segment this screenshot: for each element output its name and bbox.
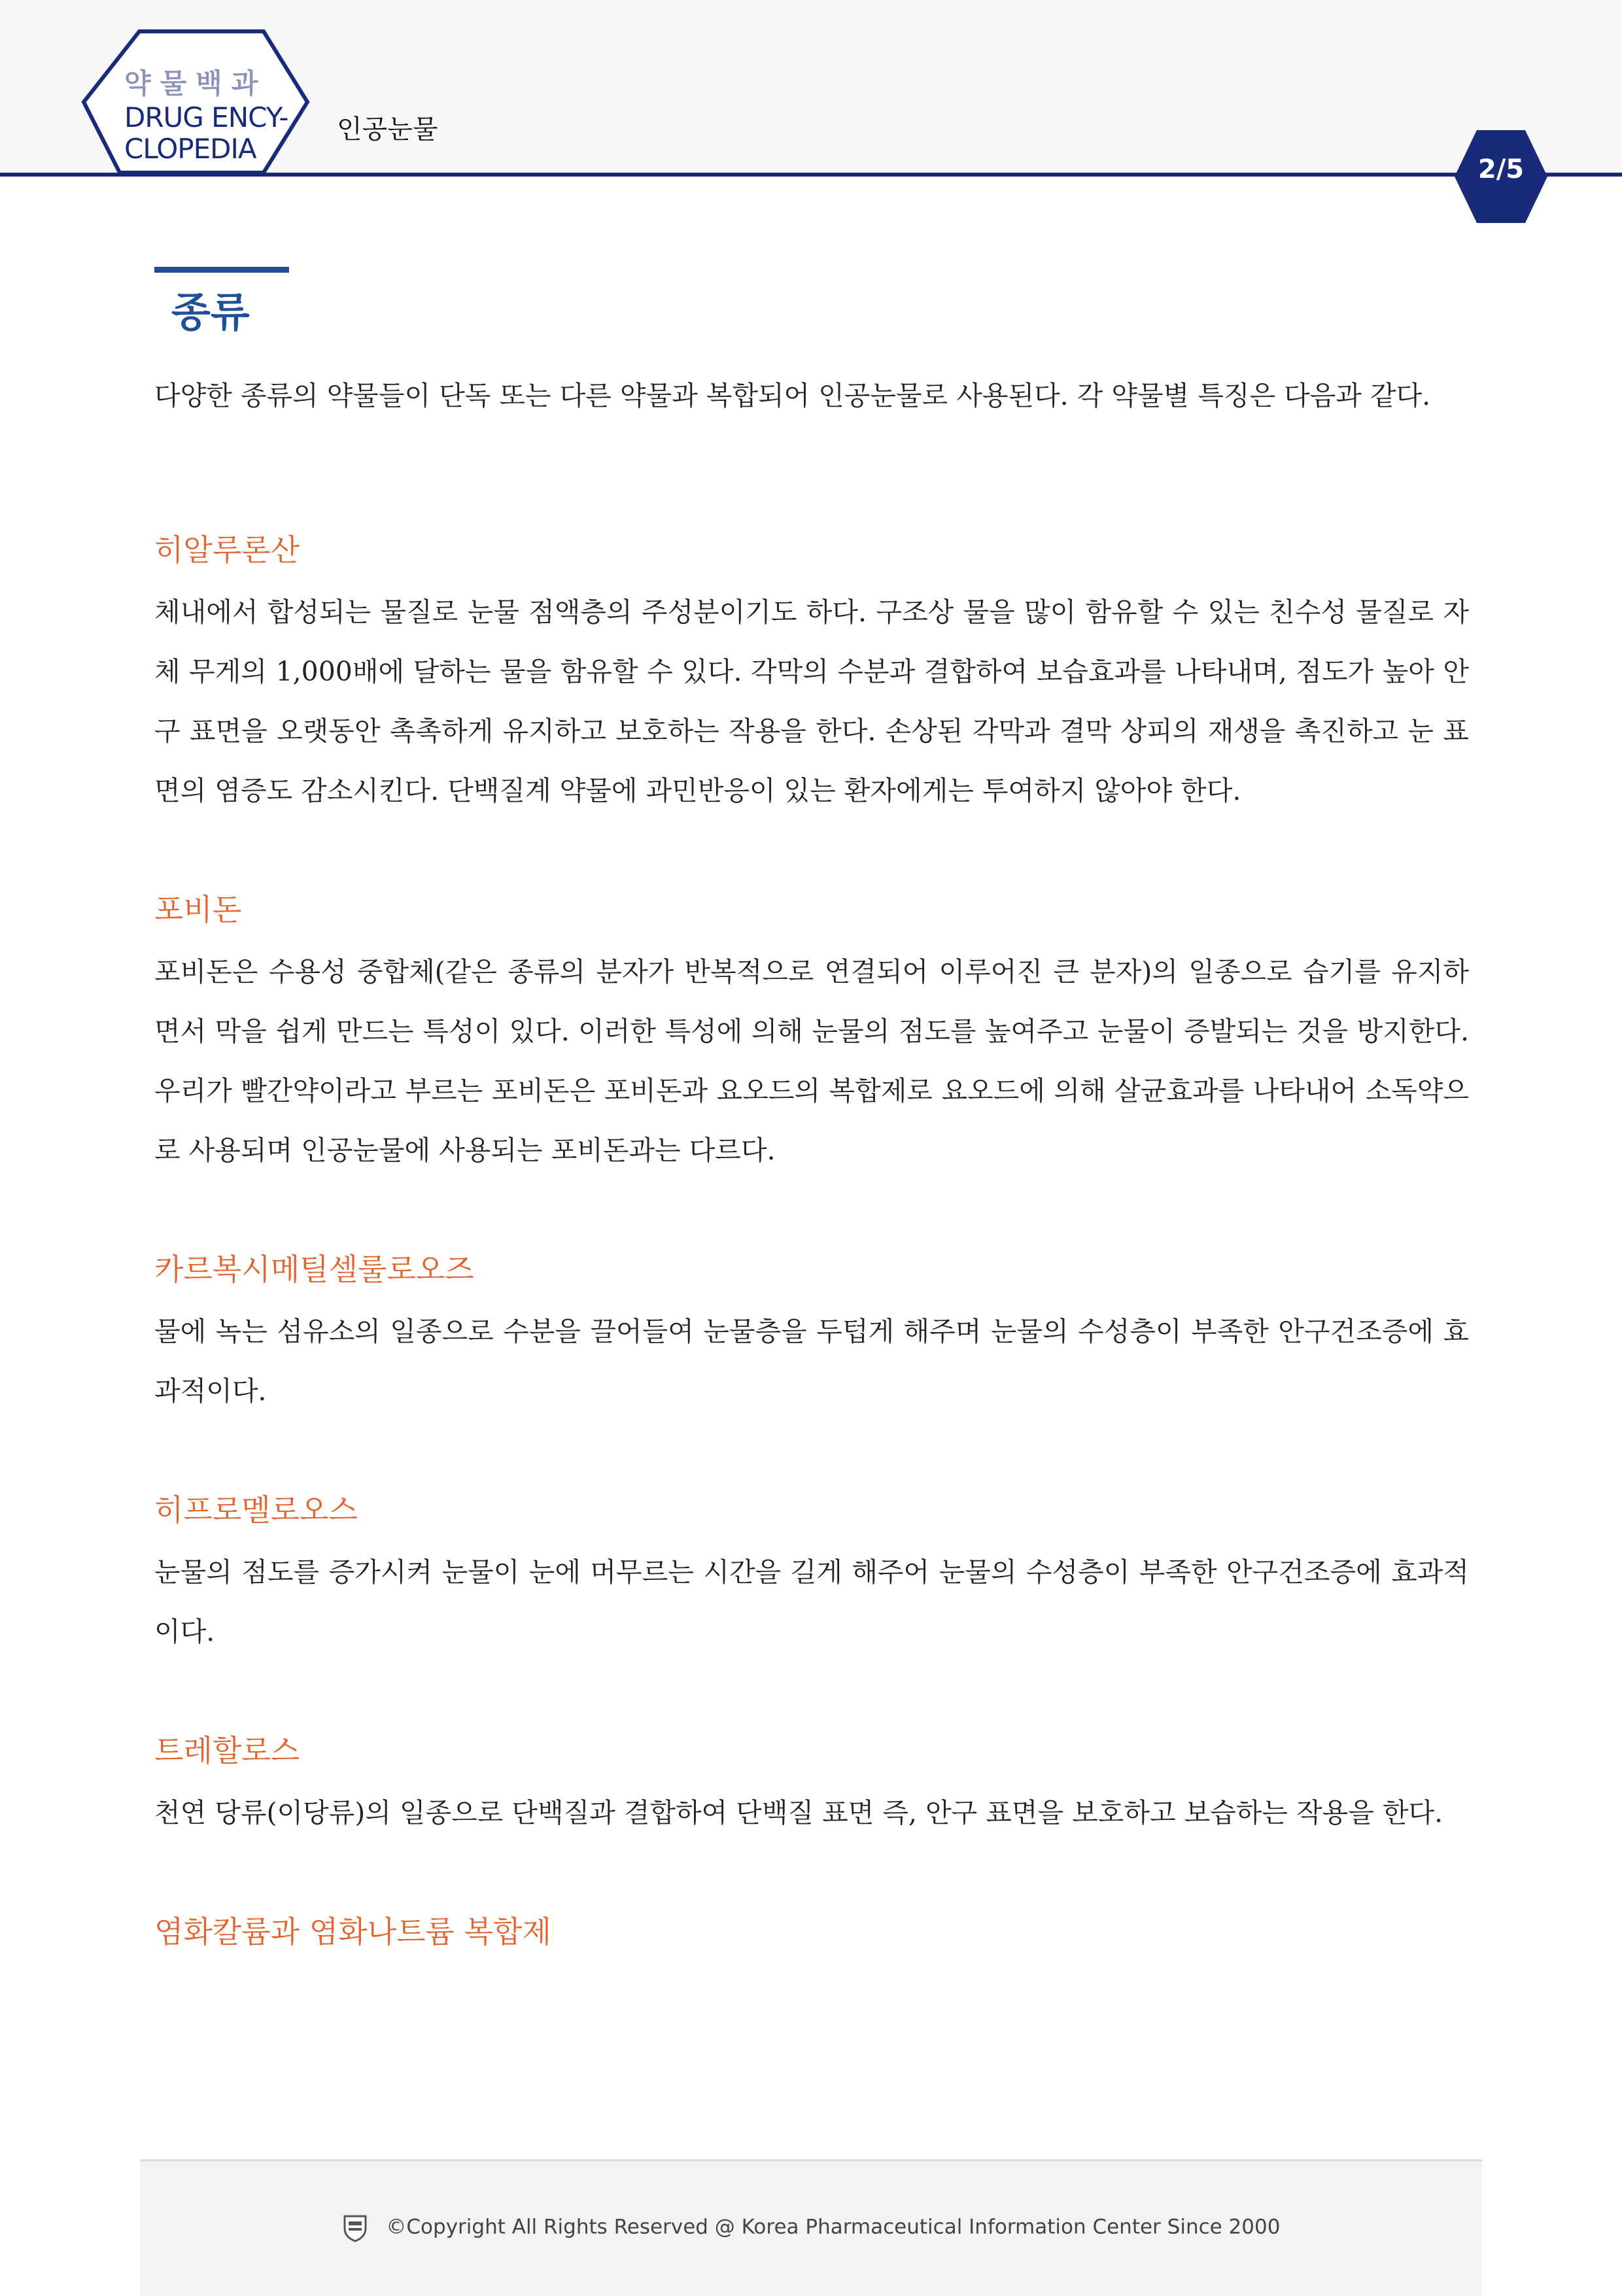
intro-paragraph: 다양한 종류의 약물들이 단독 또는 다른 약물과 복합되어 인공눈물로 사용된다. 각 약물별 특징은 다음과 같다. <box>154 380 1431 411</box>
logo-korean: 약물백과 <box>124 67 267 99</box>
paragraph-hypromellose: 눈물의 점도를 증가시켜 눈물이 눈에 머무르는 시간을 길게 해주어 눈물의 수성층이 부족한 안구건조증에 효과적이다. <box>154 1556 1469 1647</box>
subheading-povidone: 포비돈 <box>154 892 242 927</box>
subheading-carboxymethylcellulose: 카르복시메틸셀룰로오즈 <box>154 1252 474 1287</box>
paragraph-trehalose: 천연 당류(이당류)의 일종으로 단백질과 결합하여 단백질 표면 즉, 안구 표면을 보호하고 보습하는 작용을 한다. <box>154 1797 1443 1828</box>
logo-english-line2: CLOPEDIA <box>124 133 256 165</box>
logo-english-line1: DRUG ENCY- <box>124 101 288 133</box>
subheading-kcl-nacl-combination: 염화칼륨과 염화나트륨 복합제 <box>154 1914 551 1949</box>
paragraph-povidone: 포비돈은 수용성 중합체(같은 종류의 분자가 반복적으로 연결되어 이루어진 큰 분자)의 일종으로 습기를 유지하면서 막을 쉽게 만드는 특성이 있다. 이러한 특성에 의해 눈물의 점도를 높여주고 눈물이 증발되는 것을 방지한다. 우리가 빨간약이라고 부르는 포비돈은 포비돈과 요오드의 복합제로 요오드에 의해 살균효과를 나타내어 소독약으로 사용되며 인공눈물에 사용되는 포비돈과는 다르다. <box>154 956 1469 1166</box>
section-title-bar <box>154 267 289 273</box>
copyright-text: ©Copyright All Rights Reserved @ Korea Pharmaceutical Information Center Since 2000 <box>386 2215 1281 2239</box>
paragraph-hyaluronic-acid: 체내에서 합성되는 물질로 눈물 점액층의 주성분이기도 하다. 구조상 물을 많이 함유할 수 있는 친수성 물질로 자체 무게의 1,000배에 달하는 물을 함유할 수 있다. 각막의 수분과 결합하여 보습효과를 나타내며, 점도가 높아 안구 표면을 오랫동안 촉촉하게 유지하고 보호하는 작용을 한다. 손상된 각막과 결막 상피의 재생을 촉진하고 눈 표면의 염증도 감소시킨다. 단백질계 약물에 과민반응이 있는 환자에게는 투여하지 않아야 한다. <box>154 596 1469 806</box>
main-content <box>154 366 1469 1958</box>
page-number: 2/5 <box>1477 154 1525 184</box>
shield-emblem-icon <box>342 2214 368 2242</box>
subheading-hyaluronic-acid: 히알루론산 <box>154 532 300 568</box>
subheading-trehalose: 트레할로스 <box>154 1733 300 1768</box>
document-title: 인공눈물 <box>337 114 438 145</box>
paragraph-carboxymethylcellulose: 물에 녹는 섬유소의 일종으로 수분을 끌어들여 눈물층을 두텁게 해주며 눈물의 수성층이 부족한 안구건조증에 효과적이다. <box>154 1316 1469 1407</box>
page-footer <box>140 2159 1482 2296</box>
section-title: 종류 <box>171 288 250 336</box>
footer-copyright-row <box>140 2214 1482 2242</box>
subheading-hypromellose: 히프로멜로오스 <box>154 1492 358 1528</box>
logo <box>124 65 314 165</box>
